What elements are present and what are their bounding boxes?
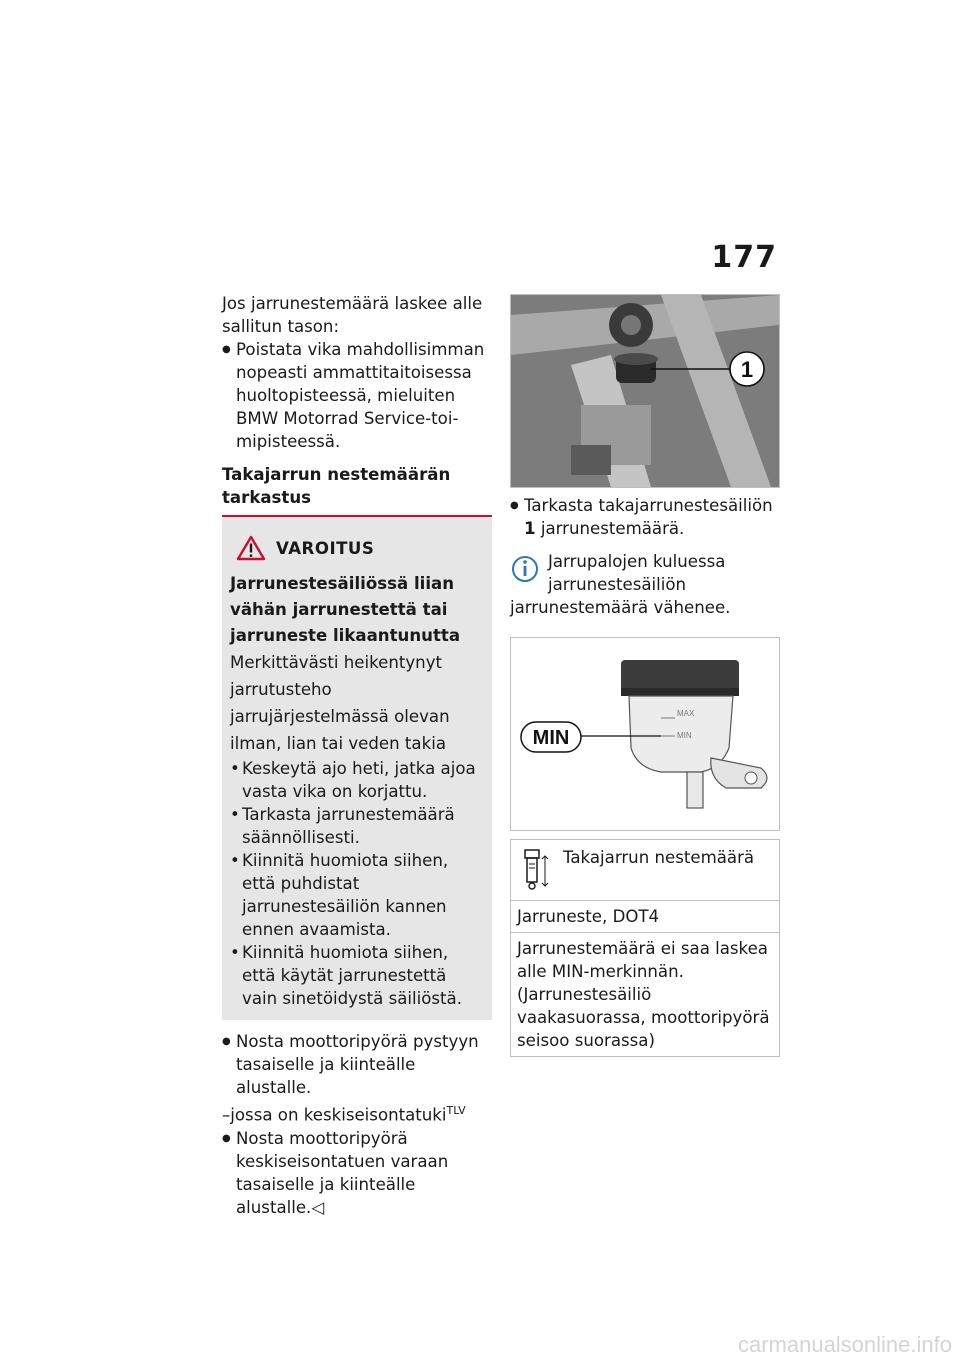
- right-column: [510, 294, 780, 1057]
- dash-line: [222, 1099, 492, 1127]
- reservoir-diagram: [510, 637, 780, 831]
- section-title: Takajarrun nestemäärän tarkastus: [222, 465, 451, 507]
- bullet-centerstand: [222, 1127, 492, 1219]
- spec-table-title: Takajarrun nestemäärä: [563, 848, 755, 867]
- reservoir-drawing: [511, 638, 779, 830]
- left-column: [222, 292, 492, 1219]
- watermark: carmanualsonline.info: [737, 1332, 952, 1357]
- warning-box: [222, 517, 492, 1020]
- max-mark: MAX: [677, 709, 695, 718]
- info-icon: [510, 552, 540, 586]
- spec-table-header: [511, 840, 779, 900]
- spec-table-row: Jarruneste, DOT4: [511, 900, 779, 932]
- bullet-check-bold: 1: [524, 519, 536, 538]
- info-text: Jarrupalojen kuluessa jarrunestesäiliön jarrunestemäärä vähenee.: [510, 552, 731, 617]
- bullet-centerstand-text: Nosta moottoripyörä keskiseisontatuen varaan tasaiselle ja kiinteälle alustalle.: [236, 1128, 449, 1217]
- min-mark: MIN: [677, 731, 692, 740]
- dash-sup: TLV: [446, 1104, 466, 1117]
- motorcycle-frame-image: [511, 295, 779, 487]
- warning-item: • Kiinnitä huomiota siihen, että puhdistat jarrunestesäiliön kannen ennen avaamista.: [230, 849, 484, 941]
- spec-table-row: Jarrunestemäärä ei saa laskea alle MIN-merkinnän. (Jarrunestesäiliö vaakasuorassa, moottoripyörä seisoo suorassa): [511, 932, 779, 1056]
- fluid-level-icon: [517, 846, 551, 892]
- brake-reservoir-photo: [510, 294, 780, 488]
- warning-item: • Kiinnitä huomiota siihen, että käytät jarrunestettä vain sinetöidystä säiliöstä.: [230, 941, 484, 1010]
- bullet-check-level: [510, 494, 780, 540]
- page-number: 177: [711, 240, 777, 275]
- warning-item: • Keskeytä ajo heti, jatka ajoa vasta vika on korjattu.: [230, 757, 484, 803]
- warning-heading: Jarrunestesäiliössä liian vähän jarrunestettä tai jarruneste likaantunutta: [230, 574, 461, 645]
- bullet-check-pre: Tarkasta takajarrunestesäiliön: [524, 496, 773, 515]
- photo-callout: 1: [740, 357, 754, 382]
- bullet-repair: ● Poistata vika mahdollisimman nopeasti ammattitaitoisessa huoltopisteessä, mieluiten BMW Motorrad Service-toimipisteessä.: [222, 338, 492, 453]
- info-note: [510, 550, 780, 619]
- bullet-raise: ● Nosta moottoripyörä pystyyn tasaiselle ja kiinteälle alustalle.: [222, 1030, 492, 1099]
- warning-header: [236, 535, 484, 561]
- warning-item: • Tarkasta jarrunestemäärä säännöllisesti.: [230, 803, 484, 849]
- intro-text: Jos jarrunestemäärä laskee alle sallitun tason:: [222, 294, 483, 336]
- dash-text: –jossa on keskiseisontatuki: [222, 1105, 447, 1125]
- spec-table: [510, 839, 780, 1057]
- warning-label: VAROITUS: [276, 538, 375, 558]
- warning-triangle-icon: [236, 535, 266, 561]
- end-mark: ◁: [311, 1197, 325, 1217]
- min-label: MIN: [532, 727, 570, 749]
- warning-text: Merkittävästi heikentynyt jarrutusteho jarrujärjestelmässä olevan ilman, lian tai veden takia: [230, 653, 450, 753]
- bullet-check-post: jarrunestemäärä.: [540, 519, 685, 538]
